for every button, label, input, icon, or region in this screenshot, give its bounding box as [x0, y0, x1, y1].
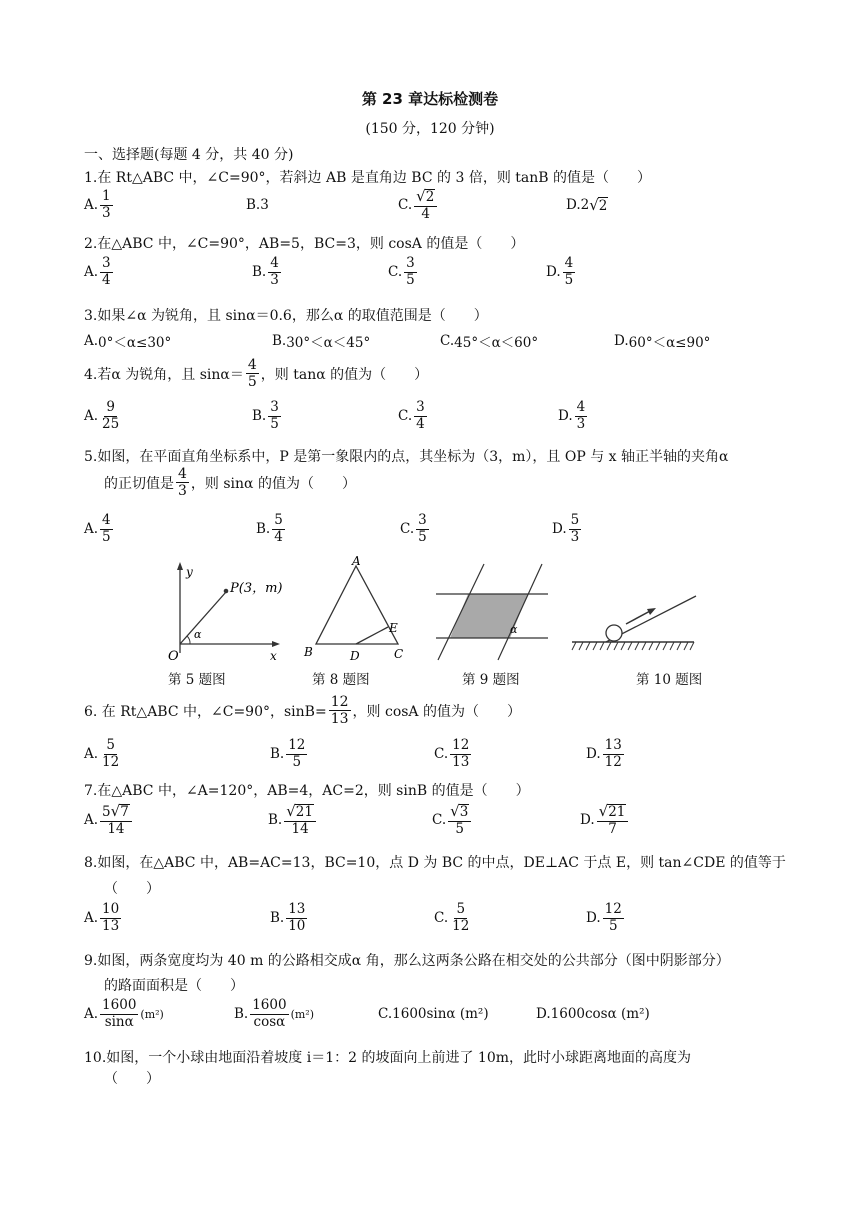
- option-b: B. $\frac{4}{3}$: [252, 255, 279, 288]
- figure-5-caption: 第 5 题图: [168, 672, 226, 688]
- option-a: A. $\frac{3}{4}$: [84, 255, 111, 288]
- option-d: D. $\frac{4}{3}$: [558, 399, 586, 432]
- ball: [606, 625, 622, 641]
- option-d: D. $\frac{13}{12}$: [586, 737, 622, 770]
- figure-10: [568, 590, 700, 660]
- question-2-options: [84, 256, 804, 288]
- question-3-stem: 3.如果∠α 为锐角，且 sinα＝0.6，那么α 的取值范围是（ ）: [84, 308, 488, 324]
- point-d-label: D: [350, 649, 360, 663]
- option-b: B. 30°＜α＜45°: [272, 333, 371, 351]
- question-9-stem-line2: 的路面面积是（ ）: [104, 978, 244, 994]
- figure-8: [298, 552, 416, 666]
- option-b: B. $\frac{√21}{14}$: [268, 803, 432, 837]
- vertex-c-label: C: [394, 647, 404, 661]
- option-c: C. $\frac{5}{12}$: [434, 901, 470, 934]
- figure-9: [430, 560, 554, 666]
- point-p: [224, 589, 229, 594]
- option-c: C. $\frac{12}{13}$: [434, 737, 470, 770]
- option-c: C. $\frac{3}{5}$: [400, 512, 427, 545]
- option-d: D. 60°＜α≤90°: [614, 333, 711, 351]
- option-a: A. $\frac{4}{5}$: [84, 512, 111, 545]
- option-d: D. 1600cosα (m²): [536, 1006, 650, 1023]
- question-9-options: [84, 998, 804, 1030]
- option-b: B. $\frac{13}{10}$: [270, 901, 306, 934]
- option-a: A. 0°＜α≤30°: [84, 333, 172, 351]
- option-a: A. $\frac{5√7}{14}$: [84, 803, 268, 837]
- question-6-stem: 6. 在 Rt△ABC 中，∠C=90°，sinB= $\frac{12}{13}$ ，则 cosA 的值为（ ）: [84, 694, 521, 728]
- figure-5: [150, 558, 290, 666]
- question-8-stem-line2: （ ）: [104, 881, 160, 897]
- option-d: D. 2 √ 2: [566, 196, 608, 215]
- option-b: B. $\frac{1600}{\cos\alpha}$ (m²): [234, 997, 315, 1030]
- x-label: x: [270, 649, 277, 663]
- motion-arrowhead: [647, 608, 656, 615]
- option-c: C. $\frac{√2}{4}$: [398, 188, 566, 222]
- option-c: C. $\frac{3}{4}$: [398, 399, 425, 432]
- option-b: B. 3: [246, 197, 269, 214]
- question-1-options: [84, 188, 804, 222]
- option-d: D. $\frac{√21}{7}$: [580, 803, 630, 837]
- motion-arrow: [626, 610, 652, 624]
- y-label: y: [186, 565, 193, 579]
- option-d: D. $\frac{4}{5}$: [546, 255, 574, 288]
- option-d: D. $\frac{5}{3}$: [552, 512, 580, 545]
- option-a: A. $\frac{1600}{\sin\alpha}$ (m²): [84, 997, 164, 1030]
- question-1-stem: 1.在 Rt△ABC 中，∠C=90°，若斜边 AB 是直角边 BC 的 3 倍，则 tanB 的值是（ ）: [84, 170, 651, 186]
- question-7-stem: 7.在△ABC 中，∠A=120°，AB=4，AC=2，则 sinB 的值是（ ）: [84, 783, 530, 799]
- option-c: C. 45°＜α＜60°: [440, 333, 539, 351]
- ground-hatching: [572, 642, 694, 650]
- option-b: B. $\frac{12}{5}$: [270, 737, 306, 770]
- question-10-stem-line2: （ ）: [104, 1071, 160, 1087]
- alpha-arc: [187, 636, 190, 644]
- option-d: D. $\frac{12}{5}$: [586, 901, 622, 934]
- origin-label: O: [168, 649, 179, 664]
- option-a: A. $\frac{10}{13}$: [84, 901, 120, 934]
- option-b: B. $\frac{5}{4}$: [256, 512, 283, 545]
- figure-10-caption: 第 10 题图: [636, 672, 703, 688]
- x-axis-arrow: [272, 641, 280, 647]
- point-p-label: P(3，m): [230, 581, 283, 596]
- figure-9-caption: 第 9 题图: [462, 672, 520, 688]
- page-title: 第 23 章达标检测卷: [361, 90, 499, 108]
- question-7-options: [84, 803, 804, 837]
- question-4-options: [84, 400, 804, 432]
- alpha-label: α: [194, 628, 202, 641]
- option-c: C. $\frac{3}{5}$: [388, 255, 415, 288]
- option-b: B. $\frac{3}{5}$: [252, 399, 279, 432]
- question-5-stem-line2: 的正切值是 $\frac{4}{3}$ ，则 sinα 的值为（ ）: [104, 466, 356, 500]
- option-c: C. $\frac{√3}{5}$: [432, 803, 580, 837]
- section-heading: 一、选择题(每题 4 分，共 40 分): [84, 147, 294, 163]
- question-3-options: [84, 331, 804, 351]
- alpha-label: α: [510, 623, 518, 636]
- question-4-stem: 4.若α 为锐角，且 sinα＝ $\frac{4}{5}$ ，则 tanα 的值为（ ）: [84, 357, 429, 391]
- question-6-options: [84, 738, 804, 770]
- vertex-b-label: B: [304, 645, 313, 659]
- segment-de: [356, 627, 388, 644]
- question-8-stem-line1: 8.如图，在△ABC 中，AB=AC=13，BC=10，点 D 为 BC 的中点，DE⊥AC 于点 E，则 tan∠CDE 的值等于: [84, 855, 786, 871]
- option-c: C. 1600sinα (m²): [378, 1006, 489, 1023]
- question-10-stem-line1: 10.如图，一个小球由地面沿着坡度 i＝1：2 的坡面向上前进了 10m，此时小球距离地面的高度为: [84, 1050, 691, 1066]
- option-a: A. $\frac{9}{25}$: [84, 399, 120, 432]
- question-8-options: [84, 902, 804, 934]
- question-5-stem-line1: 5.如图，在平面直角坐标系中，P 是第一象限内的点，其坐标为（3，m），且 OP 与 x 轴正半轴的夹角α: [84, 449, 729, 465]
- figure-8-caption: 第 8 题图: [312, 672, 370, 688]
- question-2-stem: 2.在△ABC 中，∠C=90°，AB=5，BC=3，则 cosA 的值是（ ）: [84, 236, 525, 252]
- point-e-label: E: [389, 621, 398, 635]
- question-5-options: [84, 513, 804, 545]
- option-a: A. $\frac{1}{3}$: [84, 188, 111, 221]
- option-a: A. $\frac{5}{12}$: [84, 737, 120, 770]
- page-subtitle: (150 分，120 分钟): [365, 121, 495, 137]
- vertex-a-label: A: [352, 554, 361, 568]
- triangle-abc: [316, 566, 398, 644]
- y-axis-arrow: [177, 562, 183, 570]
- question-9-stem-line1: 9.如图，两条宽度均为 40 m 的公路相交成α 角，那么这两条公路在相交处的公共部分（图中阴影部分）: [84, 953, 730, 969]
